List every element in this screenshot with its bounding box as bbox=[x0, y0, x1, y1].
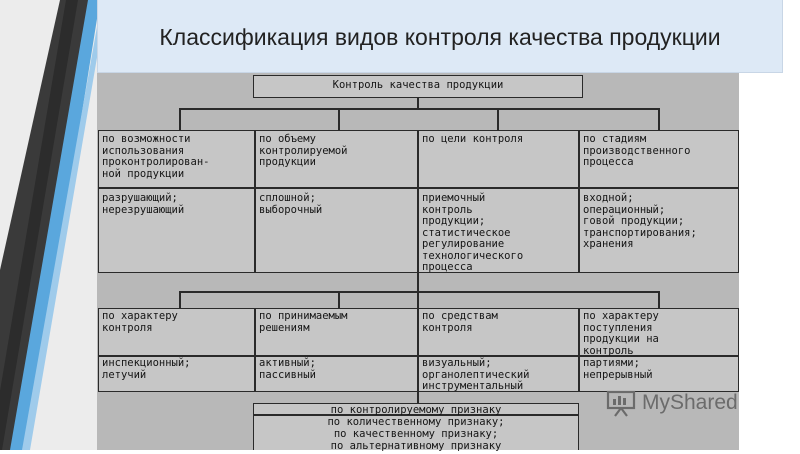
connector bbox=[338, 108, 340, 130]
slide-title: Классификация видов контроля качества продукции bbox=[159, 23, 721, 50]
connector bbox=[497, 108, 499, 130]
bottom-header: по контролируемому признаку bbox=[330, 404, 502, 416]
group1-header-4: по стадиям производственного процесса bbox=[583, 133, 691, 168]
connector bbox=[179, 108, 659, 110]
group1-value-3: приемочный контроль продукции; статистическое регулирование технологического процесса bbox=[422, 192, 524, 273]
group2-header-2: по принимаемым решениям bbox=[259, 310, 348, 334]
connector bbox=[179, 291, 181, 308]
connector bbox=[179, 291, 659, 293]
bottom-item-1: по количественному признаку; bbox=[327, 416, 505, 428]
watermark-logo bbox=[606, 388, 776, 418]
watermark-text: MyShared bbox=[642, 391, 738, 414]
connector bbox=[417, 392, 419, 403]
connector bbox=[338, 291, 340, 308]
connector bbox=[658, 108, 660, 130]
bottom-item-2: по качественному признаку; bbox=[333, 428, 499, 440]
group1-value-1: разрушающий; нерезрушающий bbox=[102, 192, 185, 216]
connector bbox=[179, 108, 181, 130]
group2-value-3: визуальный; органолептический инструментальный bbox=[422, 357, 530, 392]
group2-header-4: по характеру поступления продукции на контроль bbox=[583, 310, 659, 357]
bottom-item-3: по альтернативному признаку bbox=[330, 440, 502, 452]
connector bbox=[658, 291, 660, 308]
group1-value-2: сплошной; выборочный bbox=[259, 192, 323, 216]
group2-header-3: по средствам контроля bbox=[422, 310, 498, 334]
root-label: Контроль качества продукции bbox=[332, 79, 504, 91]
group1-header-1: по возможности использования проконтролирован- ной продукции bbox=[102, 133, 210, 180]
side-decoration bbox=[0, 0, 100, 450]
group2-header-1: по характеру контроля bbox=[102, 310, 178, 334]
group1-value-4: входной; операционный; говой продукции; транспортирования; хранения bbox=[583, 192, 697, 250]
group1-header-3: по цели контроля bbox=[422, 133, 524, 145]
group2-value-1: инспекционный; летучий bbox=[102, 357, 191, 381]
presentation-icon bbox=[606, 389, 636, 417]
group2-value-4: партиями; непрерывный bbox=[583, 357, 653, 381]
row-divider bbox=[98, 187, 739, 189]
group1-header-2: по объему контролируемой продукции bbox=[259, 133, 348, 168]
group2-value-2: активный; пассивный bbox=[259, 357, 316, 381]
